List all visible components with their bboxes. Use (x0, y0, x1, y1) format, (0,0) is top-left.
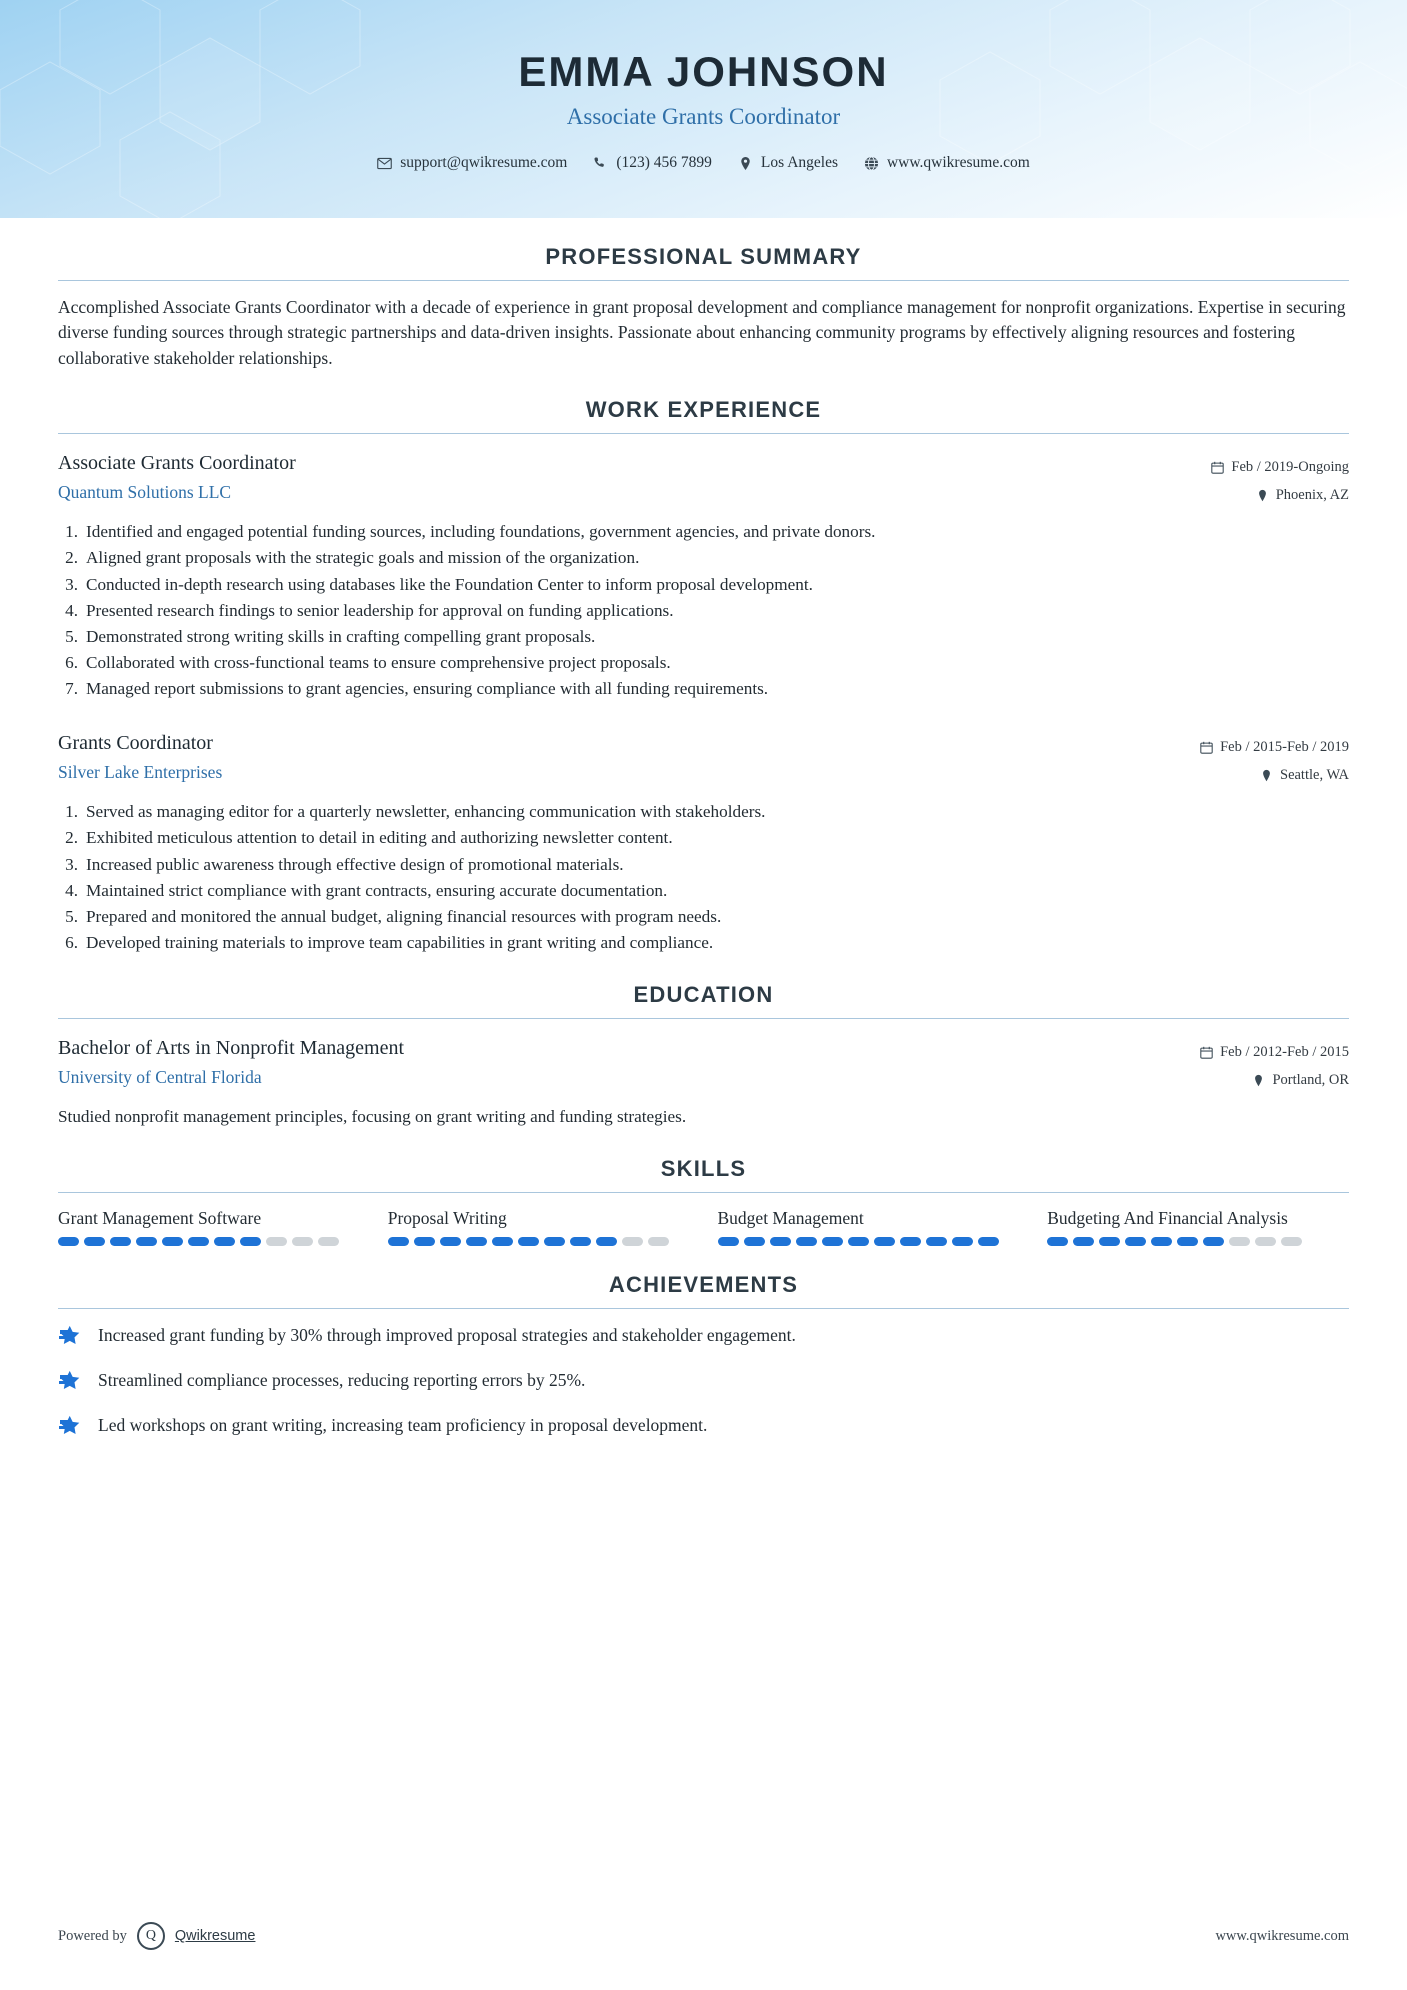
resume-header (0, 0, 1407, 218)
skill-dot (978, 1237, 999, 1246)
skill-dot (544, 1237, 565, 1246)
skill-dot (596, 1237, 617, 1246)
skill-dot (1073, 1237, 1094, 1246)
divider (58, 1018, 1349, 1019)
calendar-icon (1200, 1046, 1213, 1059)
summary-text: Accomplished Associate Grants Coordinator with a decade of experience in grant proposal development and compliance management for nonprofit organizations. Expertise in securing diverse funding sources through strategic partnerships and data-driven insights. Passionate about enhancing community programs by effectively aligning resources and fostering collaborative stakeholder relationships. (58, 297, 1346, 368)
education-location-text: Portland, OR (1272, 1071, 1349, 1088)
experience-bullets (58, 519, 1349, 702)
calendar-icon (1211, 461, 1224, 474)
section-title-experience: WORK EXPERIENCE (585, 397, 822, 423)
section-title-skills: SKILLS (660, 1156, 747, 1182)
achievement-item (58, 1413, 1349, 1438)
skill-dot (292, 1237, 313, 1246)
skill-dot (648, 1237, 669, 1246)
skill-item (58, 1207, 360, 1246)
skill-rating (388, 1237, 690, 1246)
skill-dot (318, 1237, 339, 1246)
skill-label: Grant Management Software (58, 1208, 262, 1229)
education-dates-text: Feb / 2012-Feb / 2015 (1220, 1044, 1349, 1061)
skill-dot (718, 1237, 739, 1246)
skill-dot (162, 1237, 183, 1246)
skill-label: Proposal Writing (387, 1208, 507, 1229)
contact-email[interactable] (377, 154, 567, 172)
divider (58, 1308, 1349, 1309)
skill-dot (848, 1237, 869, 1246)
experience-dates (1139, 454, 1349, 482)
skill-dot (952, 1237, 973, 1246)
divider (58, 433, 1349, 434)
section-education (58, 982, 1349, 1130)
list-item: 1. Identified and engaged potential funding sources, including foundations, government agencies, and private donors. (65, 522, 876, 542)
section-title-summary: PROFESSIONAL SUMMARY (545, 244, 862, 269)
skill-dot (1281, 1237, 1302, 1246)
skill-dot (1255, 1237, 1276, 1246)
list-item: 3. Conducted in-depth research using databases like the Foundation Center to inform proposal development. (65, 574, 813, 594)
skill-dot (440, 1237, 461, 1246)
skill-dot (874, 1237, 895, 1246)
achievement-item (58, 1368, 1349, 1393)
education-dates (1139, 1039, 1349, 1067)
experience-location-text: Seattle, WA (1280, 766, 1349, 783)
skill-dot (110, 1237, 131, 1246)
list-item: 4. Presented research findings to senior leadership for approval on funding applications. (65, 600, 674, 620)
section-title-education: EDUCATION (633, 982, 774, 1008)
location-pin-icon (738, 156, 753, 171)
star-badge-icon (58, 1414, 84, 1438)
skill-dot (1177, 1237, 1198, 1246)
contact-bar (0, 154, 1407, 172)
contact-email-text: support@qwikresume.com (400, 154, 568, 171)
page-footer (0, 1922, 1407, 1950)
page-title: EMMA JOHNSON (518, 48, 889, 95)
brand-logo-icon: Q (137, 1922, 165, 1950)
list-item: 2. Exhibited meticulous attention to detail in editing and authorizing newsletter content. (65, 828, 673, 848)
contact-website[interactable] (864, 154, 1030, 172)
section-title-achievements: ACHIEVEMENTS (608, 1272, 799, 1298)
contact-website-text: www.qwikresume.com (886, 154, 1030, 171)
experience-location (1139, 762, 1349, 790)
skill-dot (518, 1237, 539, 1246)
skill-dot (822, 1237, 843, 1246)
skill-dot (266, 1237, 287, 1246)
education-degree: Bachelor of Arts in Nonprofit Management (58, 1037, 405, 1060)
skill-rating (1047, 1237, 1349, 1246)
skill-rating (718, 1237, 1020, 1246)
skill-label: Budgeting And Financial Analysis (1047, 1208, 1288, 1229)
list-item: 6. Developed training materials to improve team capabilities in grant writing and compliance. (65, 933, 714, 952)
skill-dot (622, 1237, 643, 1246)
skill-item (388, 1207, 690, 1246)
contact-location-text: Los Angeles (760, 154, 838, 171)
skill-label: Budget Management (717, 1208, 864, 1229)
skill-dot (770, 1237, 791, 1246)
skill-item (1047, 1207, 1349, 1246)
achievement-item (58, 1323, 1349, 1348)
experience-location-text: Phoenix, AZ (1275, 486, 1349, 503)
experience-organization[interactable]: Quantum Solutions LLC (58, 482, 232, 503)
list-item: 2. Aligned grant proposals with the strategic goals and mission of the organization. (65, 548, 640, 568)
achievement-text: Led workshops on grant writing, increasing team proficiency in proposal development. (98, 1415, 708, 1436)
location-pin-icon (1256, 489, 1269, 502)
skill-item (718, 1207, 1020, 1246)
education-location (1139, 1067, 1349, 1095)
skill-dot (1151, 1237, 1172, 1246)
skill-dot (136, 1237, 157, 1246)
experience-dates-text: Feb / 2015-Feb / 2019 (1220, 739, 1349, 756)
list-item: 6. Collaborated with cross-functional teams to ensure comprehensive project proposals. (65, 652, 671, 672)
skill-rating (58, 1237, 360, 1246)
skill-dot (188, 1237, 209, 1246)
skill-dot (492, 1237, 513, 1246)
skills-grid (58, 1207, 1349, 1246)
location-pin-icon (1260, 769, 1273, 782)
experience-role: Associate Grants Coordinator (58, 452, 296, 475)
section-achievements (58, 1272, 1349, 1438)
contact-phone-text: (123) 456 7899 (616, 154, 712, 171)
achievement-text: Increased grant funding by 30% through improved proposal strategies and stakeholder engagement. (98, 1325, 796, 1346)
skill-dot (926, 1237, 947, 1246)
experience-dates (1139, 734, 1349, 762)
powered-by-label: Powered by (58, 1927, 127, 1944)
skill-dot (900, 1237, 921, 1246)
skill-dot (1203, 1237, 1224, 1246)
list-item: 1. Served as managing editor for a quarterly newsletter, enhancing communication with stakeholders. (65, 802, 766, 822)
experience-location (1139, 482, 1349, 510)
experience-entry (58, 728, 1349, 956)
skill-dot (388, 1237, 409, 1246)
achievement-text: Streamlined compliance processes, reducing reporting errors by 25%. (98, 1370, 586, 1391)
experience-entry (58, 448, 1349, 702)
experience-role: Grants Coordinator (58, 732, 213, 755)
skill-dot (1125, 1237, 1146, 1246)
powered-by[interactable] (58, 1922, 255, 1950)
experience-bullets (58, 799, 1349, 956)
star-badge-icon (58, 1369, 84, 1393)
contact-location[interactable] (738, 154, 838, 172)
footer-website[interactable]: www.qwikresume.com (1215, 1927, 1349, 1944)
skill-dot (414, 1237, 435, 1246)
list-item: 3. Increased public awareness through effective design of promotional materials. (65, 854, 624, 874)
education-description: Studied nonprofit management principles, focusing on grant writing and funding strategies. (58, 1107, 687, 1127)
skill-dot (796, 1237, 817, 1246)
skill-dot (1047, 1237, 1068, 1246)
skill-dot (58, 1237, 79, 1246)
list-item: 5. Demonstrated strong writing skills in crafting compelling grant proposals. (65, 626, 596, 646)
list-item: 5. Prepared and monitored the annual budget, aligning financial resources with program needs. (65, 906, 722, 926)
skill-dot (570, 1237, 591, 1246)
education-school[interactable]: University of Central Florida (58, 1067, 262, 1088)
location-pin-icon (1252, 1074, 1265, 1087)
skill-dot (214, 1237, 235, 1246)
experience-dates-text: Feb / 2019-Ongoing (1231, 459, 1349, 476)
experience-organization[interactable]: Silver Lake Enterprises (58, 762, 223, 783)
education-entry (58, 1033, 1349, 1130)
star-badge-icon (58, 1324, 84, 1348)
skill-dot (744, 1237, 765, 1246)
skill-dot (240, 1237, 261, 1246)
divider (58, 1192, 1349, 1193)
skill-dot (1229, 1237, 1250, 1246)
section-professional-summary (58, 244, 1349, 371)
divider (58, 280, 1349, 281)
brand-name-link[interactable]: Qwikresume (174, 1928, 256, 1944)
section-work-experience (58, 397, 1349, 956)
skill-dot (466, 1237, 487, 1246)
contact-phone[interactable] (593, 154, 712, 172)
phone-icon (593, 156, 608, 171)
email-icon (377, 156, 392, 171)
skill-dot (84, 1237, 105, 1246)
globe-icon (864, 156, 879, 171)
job-title: Associate Grants Coordinator (566, 104, 841, 129)
skill-dot (1099, 1237, 1120, 1246)
section-skills (58, 1156, 1349, 1246)
list-item: 4. Maintained strict compliance with grant contracts, ensuring accurate documentation. (65, 880, 668, 900)
resume-body (0, 244, 1407, 1438)
list-item: 7. Managed report submissions to grant agencies, ensuring compliance with all funding requirements. (65, 679, 769, 699)
calendar-icon (1200, 741, 1213, 754)
